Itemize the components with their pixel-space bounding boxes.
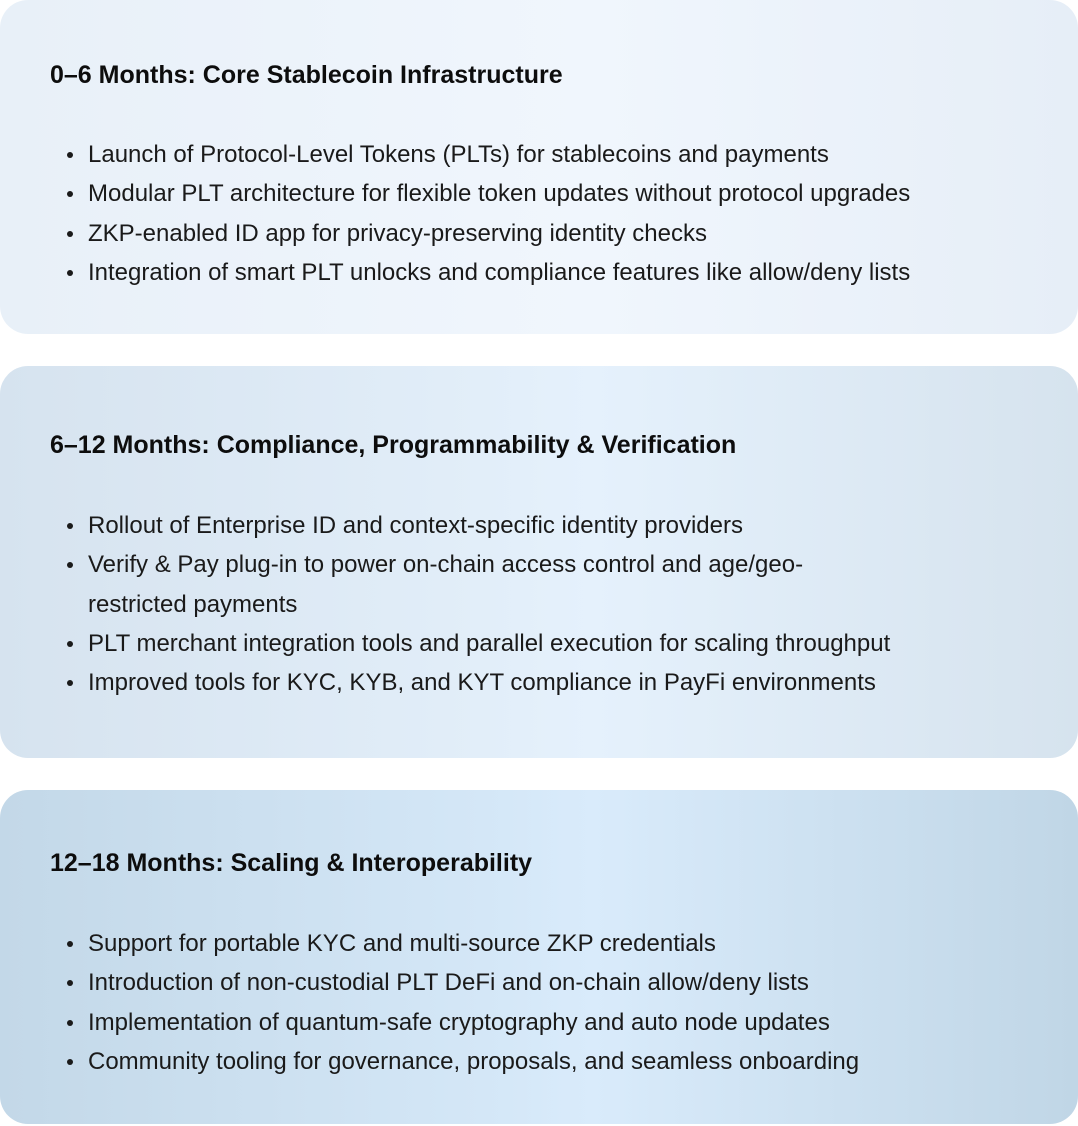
list-item: Rollout of Enterprise ID and context-specific identity providers	[88, 506, 1078, 545]
section-heading: 6–12 Months: Compliance, Programmability & Verification	[50, 431, 737, 459]
roadmap-card-6-12-months	[0, 366, 1078, 758]
list-item: Verify & Pay plug-in to power on-chain access control and age/geo-restricted payments	[88, 545, 808, 624]
list-item: Community tooling for governance, proposals, and seamless onboarding	[88, 1042, 1078, 1081]
list-item: Implementation of quantum-safe cryptography and auto node updates	[88, 1003, 1078, 1042]
list-item: Introduction of non-custodial PLT DeFi and on-chain allow/deny lists	[88, 963, 1078, 1002]
list-item: Integration of smart PLT unlocks and compliance features like allow/deny lists	[88, 253, 1078, 292]
list-item: ZKP-enabled ID app for privacy-preserving identity checks	[88, 214, 1078, 253]
bullet-list	[50, 135, 1078, 292]
list-item: Modular PLT architecture for flexible token updates without protocol upgrades	[88, 174, 1078, 213]
section-heading: 12–18 Months: Scaling & Interoperability	[50, 849, 533, 877]
list-item: PLT merchant integration tools and parallel execution for scaling throughput	[88, 624, 1078, 663]
roadmap-card-0-6-months	[0, 0, 1078, 334]
bullet-list	[50, 924, 1078, 1081]
list-item: Support for portable KYC and multi-source ZKP credentials	[88, 924, 1078, 963]
list-item: Improved tools for KYC, KYB, and KYT compliance in PayFi environments	[88, 663, 1078, 702]
bullet-list	[50, 506, 1078, 702]
list-item: Launch of Protocol-Level Tokens (PLTs) for stablecoins and payments	[88, 135, 1078, 174]
section-heading: 0–6 Months: Core Stablecoin Infrastructure	[50, 61, 563, 89]
roadmap-card-12-18-months	[0, 790, 1078, 1124]
